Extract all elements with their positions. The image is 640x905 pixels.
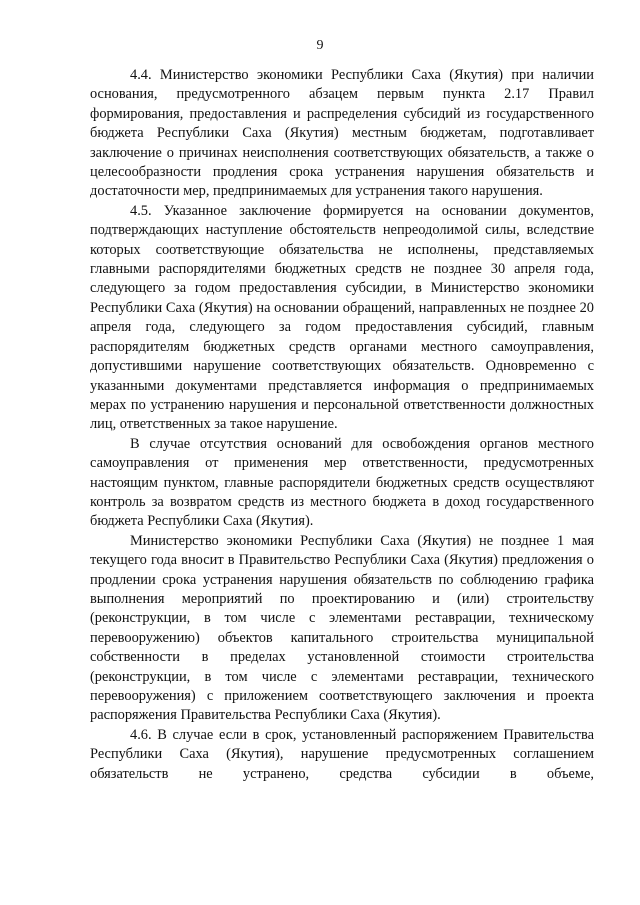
paragraph-4-4: 4.4. Министерство экономики Республики Саха (Якутия) при наличии основания, предусмотренного абзацем первым пункта 2.17 Правил формирования, предоставления и распределения субсидий из государственного бюджета Республики Саха (Якутия) местным бюджетам, подготавливает заключение о причинах неисполнения соответствующих обязательств, а также о целесообразности продления срока устранения нарушения обязательств и достаточности мер, предпринимаемых для устранения такого нарушения. xyxy=(90,67,594,200)
paragraph-4-6: 4.6. В случае если в срок, установленный распоряжением Правительства Республики Саха (Якутия), нарушение предусмотренных соглашением обязательств не устранено, средства субсидии в объеме, xyxy=(90,726,594,782)
page-number: 9 xyxy=(316,38,324,53)
paragraph-4-5: 4.5. Указанное заключение формируется на основании документов, подтверждающих наступление обстоятельств непреодолимой силы, вследствие которых соответствующие обязательства не исполнены, представляемых главными распорядителями бюджетных средств не позднее 30 апреля года, следующего за годом предоставления субсидии, в Министерство экономики Республики Саха (Якутия) на основании обращений, направленных не позднее 20 апреля года, следующего за годом предоставления субсидий, главным распорядителям бюджетных средств органами местного самоуправления, допустившими нарушение соответствующих обязательств. Одновременно с указанными документами представляется информация о предпринимаемых мерах по устранению нарушения и персональной ответственности должностных лиц, ответственных за такое нарушение. xyxy=(90,202,594,433)
document-body xyxy=(90,66,594,784)
paragraph-ministry-proposals: Министерство экономики Республики Саха (Якутия) не позднее 1 мая текущего года вносит в Правительство Республики Саха (Якутия) предложения о продлении срока устранения нарушения обязательств по соблюдению графика выполнения мероприятий по проектированию и (или) строительству (реконструкции, в том числе с элементами реставрации, техническому перевооружению) объектов капитального строительства муниципальной собственности в пределах установленной стоимости строительства (реконструкции, в том числе с элементами реставрации, технического перевооружения) с приложением соответствующего заключения и проекта распоряжения Правительства Республики Саха (Якутия). xyxy=(90,532,594,724)
paragraph-no-grounds: В случае отсутствия оснований для освобождения органов местного самоуправления от применения мер ответственности, предусмотренных настоящим пунктом, главные распорядители бюджетных средств осуществляют контроль за возвратом средств из местного бюджета в доход государственного бюджета Республики Саха (Якутия). xyxy=(90,435,594,530)
